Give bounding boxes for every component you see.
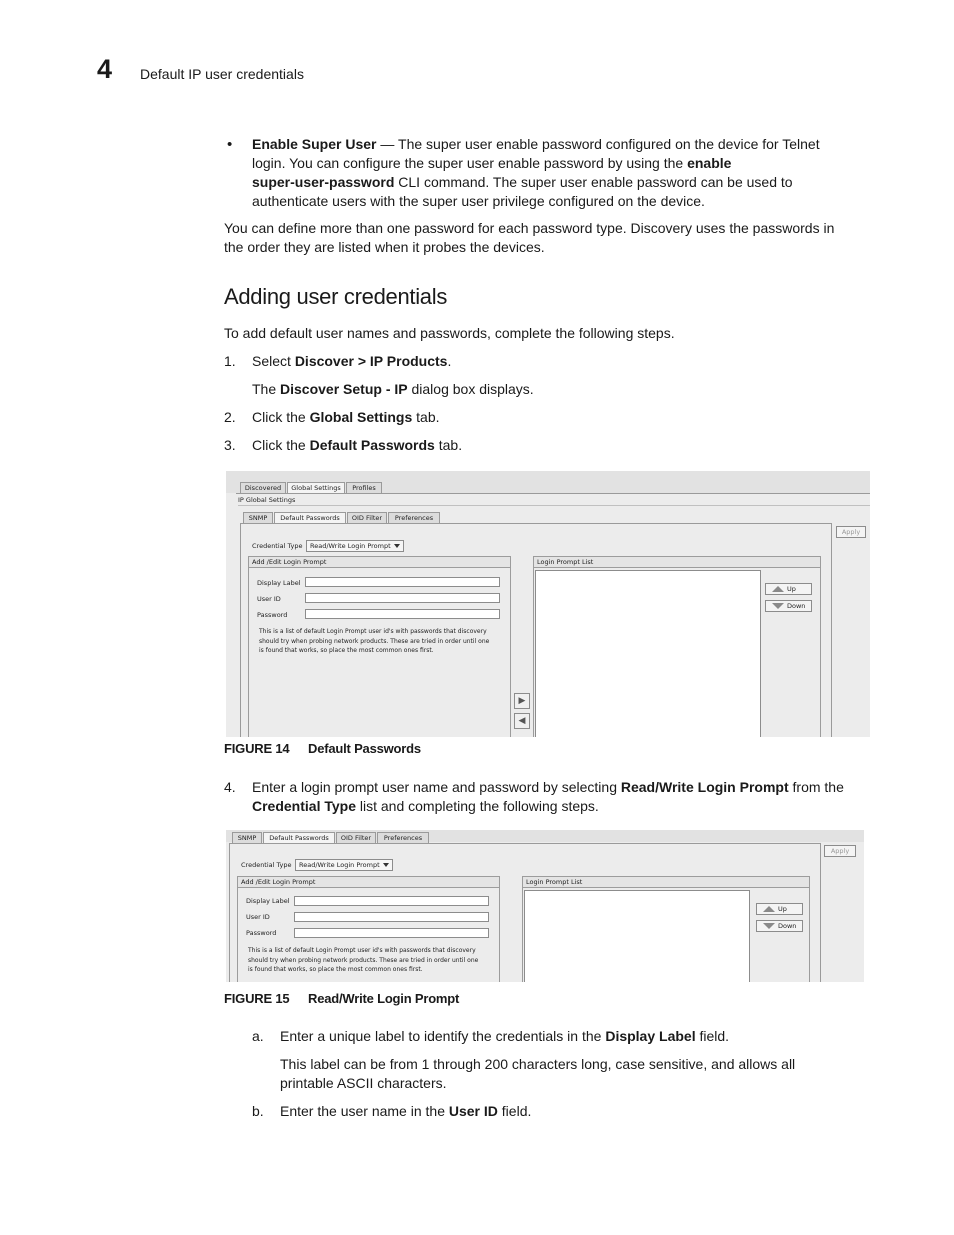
up-label: Up	[787, 585, 796, 593]
stepa-letter: a.	[252, 1028, 264, 1044]
step1-text	[252, 352, 451, 371]
section-intro: To add default user names and passwords, complete the following steps.	[224, 325, 675, 341]
tab-snmp[interactable]: SNMP	[243, 512, 273, 523]
credential-type-label: Credential Type	[252, 542, 303, 550]
display-label-label: Display Label	[257, 579, 301, 587]
add-edit-panel	[237, 876, 500, 982]
add-edit-panel-title: Add /Edit Login Prompt	[238, 877, 499, 888]
display-label-label: Display Label	[246, 897, 290, 905]
step2-number: 2.	[224, 409, 236, 425]
arrow-left-icon: ◀	[518, 716, 526, 726]
credential-type-select[interactable]	[306, 540, 404, 552]
tab-preferences[interactable]: Preferences	[377, 832, 429, 843]
user-id-label: User ID	[246, 913, 270, 921]
login-prompt-list-title: Login Prompt List	[534, 557, 820, 568]
step1-number: 1.	[224, 353, 236, 369]
tab-snmp[interactable]: SNMP	[232, 832, 262, 843]
chevron-down-icon	[383, 863, 389, 867]
figure15-screenshot	[226, 830, 864, 982]
step3-text	[252, 436, 462, 455]
login-prompt-list[interactable]	[535, 570, 761, 737]
note-line1: This is a list of default Login Prompt user id's with passwords that discovery	[259, 628, 487, 635]
step4-number: 4.	[224, 779, 236, 795]
arrow-down-icon	[763, 923, 775, 929]
login-prompt-list[interactable]	[524, 890, 750, 982]
bullet-text4: authenticate users with the super user privilege configured on the device.	[252, 193, 705, 209]
stepa-text	[280, 1027, 729, 1046]
stepa-sub-line1: This label can be from 1 through 200 characters long, case sensitive, and allows all	[280, 1056, 796, 1072]
password-label: Password	[246, 929, 277, 937]
step3-pre: Click the	[252, 437, 310, 453]
step4-line2-post: list and completing the following steps.	[356, 798, 599, 814]
step1-sub-post: dialog box displays.	[407, 381, 534, 397]
tab-default-passwords[interactable]: Default Passwords	[263, 832, 335, 843]
tab-default-passwords[interactable]: Default Passwords	[274, 512, 346, 523]
down-label: Down	[787, 602, 806, 610]
arrow-down-icon	[772, 603, 784, 609]
group-title: IP Global Settings	[238, 496, 296, 504]
tab-preferences[interactable]: Preferences	[388, 512, 440, 523]
step4-text	[252, 778, 882, 816]
stepb-letter: b.	[252, 1103, 264, 1119]
step4-list-name: Credential Type	[252, 798, 356, 814]
credential-type-value: Read/Write Login Prompt	[299, 861, 380, 869]
add-arrow-button[interactable]	[514, 693, 530, 709]
bullet-dot: •	[227, 136, 233, 153]
chapter-number: 4	[97, 54, 113, 84]
chevron-down-icon	[394, 544, 400, 548]
para1-line1: You can define more than one password for each password type. Discovery uses the passwords in	[224, 220, 835, 236]
password-field[interactable]	[294, 928, 489, 938]
stepa-pre: Enter a unique label to identify the credentials in the	[280, 1028, 606, 1044]
step2-pre: Click the	[252, 409, 310, 425]
step4-option: Read/Write Login Prompt	[620, 779, 789, 795]
help-note	[248, 946, 498, 975]
display-label-field[interactable]	[305, 577, 500, 587]
step2-post: tab.	[412, 409, 440, 425]
apply-button[interactable]: Apply	[824, 845, 856, 857]
user-id-field[interactable]	[305, 593, 500, 603]
figure14-title: Default Passwords	[308, 741, 421, 756]
note-line3: is found that works, so place the most common ones first.	[248, 966, 423, 973]
add-edit-panel-title: Add /Edit Login Prompt	[249, 557, 510, 568]
user-id-field[interactable]	[294, 912, 489, 922]
bullet-text3: CLI command. The super user enable password can be used to	[394, 174, 793, 190]
tab-discovered[interactable]: Discovered	[240, 482, 286, 493]
password-label: Password	[257, 611, 288, 619]
tab-oid-filter[interactable]: OID Filter	[336, 832, 376, 843]
bullet-cmd1: enable	[687, 155, 732, 171]
step1-pre: Select	[252, 353, 295, 369]
login-prompt-list-panel	[522, 876, 810, 982]
down-button[interactable]	[756, 920, 803, 932]
bullet-text2: login. You can configure the super user enable password by using the	[252, 155, 688, 171]
tab-oid-filter[interactable]: OID Filter	[347, 512, 387, 523]
stepa-field-name: Display Label	[605, 1028, 696, 1044]
figure15-title: Read/Write Login Prompt	[308, 991, 460, 1006]
figure15-label: FIGURE 15	[224, 991, 290, 1006]
note-line1: This is a list of default Login Prompt user id's with passwords that discovery	[248, 947, 476, 954]
stepb-post: field.	[497, 1103, 532, 1119]
up-label: Up	[778, 905, 787, 913]
bullet-term: Enable Super User	[252, 136, 377, 152]
credential-type-value: Read/Write Login Prompt	[310, 542, 391, 550]
figure14-caption	[224, 741, 421, 756]
stepb-field-name: User ID	[448, 1103, 498, 1119]
step4-pre: Enter a login prompt user name and password by selecting	[252, 779, 621, 795]
password-field[interactable]	[305, 609, 500, 619]
step3-number: 3.	[224, 437, 236, 453]
up-button[interactable]	[756, 903, 803, 915]
arrow-right-icon: ▶	[518, 696, 526, 706]
up-button[interactable]	[765, 583, 812, 595]
credential-type-select[interactable]	[295, 859, 393, 871]
credential-type-label: Credential Type	[241, 861, 292, 869]
stepa-sub-line2: printable ASCII characters.	[280, 1075, 447, 1091]
down-button[interactable]	[765, 600, 812, 612]
paragraph-passwords	[224, 219, 884, 257]
apply-button[interactable]: Apply	[836, 526, 866, 538]
figure14-label: FIGURE 14	[224, 741, 290, 756]
arrow-up-icon	[763, 906, 775, 912]
tab-global-settings[interactable]: Global Settings	[287, 482, 345, 493]
remove-arrow-button[interactable]	[514, 713, 530, 729]
bullet-cmd2: super-user-password	[252, 174, 395, 190]
stepa-subtext	[280, 1055, 880, 1093]
arrow-up-icon	[772, 586, 784, 592]
display-label-field[interactable]	[294, 896, 489, 906]
step3-tab-name: Default Passwords	[309, 437, 435, 453]
down-label: Down	[778, 922, 797, 930]
note-line3: is found that works, so place the most common ones first.	[259, 647, 434, 654]
section-heading: Adding user credentials	[224, 284, 448, 309]
step1-subtext	[252, 380, 534, 399]
note-line2: should try when probing network products. These are tried in order until one	[248, 956, 479, 964]
note-line2: should try when probing network products. These are tried in order until one	[259, 637, 490, 645]
step1-post: .	[447, 353, 452, 369]
step2-tab-name: Global Settings	[309, 409, 413, 425]
step2-text	[252, 408, 440, 427]
login-prompt-list-panel	[533, 556, 821, 737]
bullet-paragraph	[252, 135, 872, 211]
step3-post: tab.	[434, 437, 463, 453]
figure15-caption	[224, 991, 459, 1006]
step1-dialog-name: Discover Setup - IP	[280, 381, 408, 397]
chapter-title: Default IP user credentials	[140, 66, 304, 82]
tab-profiles[interactable]: Profiles	[346, 482, 382, 493]
step1-sub-pre: The	[252, 381, 281, 397]
step1-menu-path: Discover > IP Products	[294, 353, 448, 369]
login-prompt-list-title: Login Prompt List	[523, 877, 809, 888]
para1-line2: the order they are listed when it probes the devices.	[224, 239, 545, 255]
bullet-text1: — The super user enable password configured on the device for Telnet	[376, 136, 820, 152]
add-edit-panel	[248, 556, 511, 737]
stepa-post: field.	[695, 1028, 730, 1044]
figure14-screenshot	[226, 471, 870, 737]
stepb-text	[280, 1102, 531, 1121]
user-id-label: User ID	[257, 595, 281, 603]
help-note	[259, 627, 509, 656]
step4-post: from the	[788, 779, 844, 795]
stepb-pre: Enter the user name in the	[280, 1103, 449, 1119]
